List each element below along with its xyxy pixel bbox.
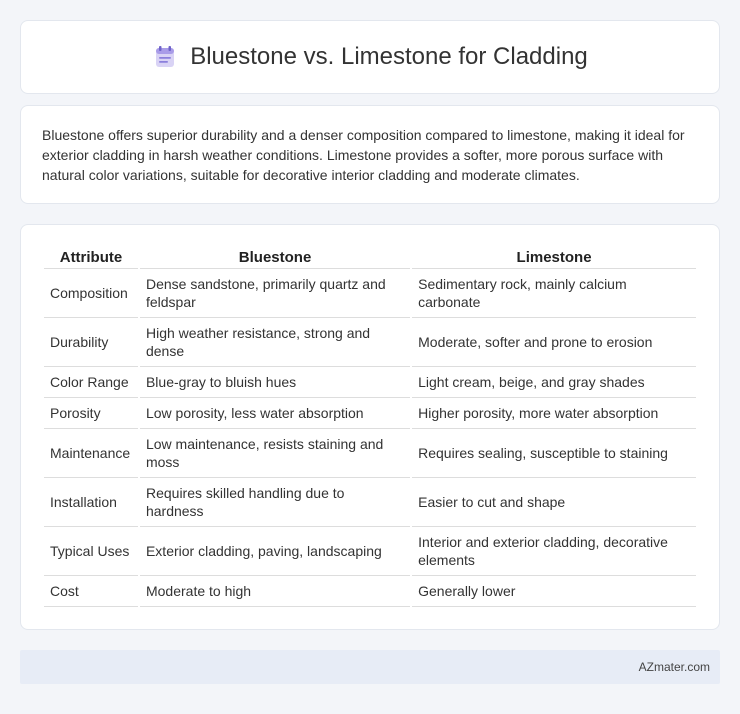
intro-text: Bluestone offers superior durability and a denser composition compared to limestone, making it ideal for exterior cladding in harsh weather conditions. Limestone provides a softer, more porous surface with natural color variations, suitable for decorative interior cladding and moderate climates. <box>42 127 685 183</box>
row-attribute: Installation <box>44 478 138 527</box>
row-attribute: Typical Uses <box>44 527 138 576</box>
table-row <box>44 576 696 607</box>
header-limestone: Limestone <box>412 246 696 269</box>
footer-brand: AZmater.com <box>638 660 710 674</box>
row-bluestone: High weather resistance, strong and dense <box>140 318 410 367</box>
row-limestone: Interior and exterior cladding, decorative elements <box>412 527 696 576</box>
table-header-row <box>44 246 696 269</box>
row-limestone: Generally lower <box>412 576 696 607</box>
row-bluestone: Moderate to high <box>140 576 410 607</box>
comparison-card <box>20 224 720 630</box>
header-bluestone: Bluestone <box>140 246 410 269</box>
row-attribute: Cost <box>44 576 138 607</box>
table-row <box>44 269 696 318</box>
row-attribute: Color Range <box>44 367 138 398</box>
table-row <box>44 429 696 478</box>
row-limestone: Requires sealing, susceptible to staining <box>412 429 696 478</box>
row-bluestone: Exterior cladding, paving, landscaping <box>140 527 410 576</box>
footer <box>20 650 720 684</box>
comparison-table <box>42 246 698 607</box>
row-bluestone: Low porosity, less water absorption <box>140 398 410 429</box>
header-attribute: Attribute <box>44 246 138 269</box>
row-bluestone: Requires skilled handling due to hardness <box>140 478 410 527</box>
row-limestone: Higher porosity, more water absorption <box>412 398 696 429</box>
row-limestone: Easier to cut and shape <box>412 478 696 527</box>
document-icon <box>152 44 178 70</box>
row-attribute: Durability <box>44 318 138 367</box>
table-row <box>44 398 696 429</box>
row-bluestone: Dense sandstone, primarily quartz and feldspar <box>140 269 410 318</box>
row-limestone: Light cream, beige, and gray shades <box>412 367 696 398</box>
intro-card <box>20 105 720 204</box>
table-row <box>44 318 696 367</box>
row-attribute: Composition <box>44 269 138 318</box>
row-limestone: Sedimentary rock, mainly calcium carbonate <box>412 269 696 318</box>
row-bluestone: Blue-gray to bluish hues <box>140 367 410 398</box>
table-row <box>44 478 696 527</box>
row-bluestone: Low maintenance, resists staining and moss <box>140 429 410 478</box>
row-limestone: Moderate, softer and prone to erosion <box>412 318 696 367</box>
row-attribute: Porosity <box>44 398 138 429</box>
table-row <box>44 527 696 576</box>
table-row <box>44 367 696 398</box>
page-title: Bluestone vs. Limestone for Cladding <box>190 43 588 70</box>
row-attribute: Maintenance <box>44 429 138 478</box>
title-card <box>20 20 720 94</box>
